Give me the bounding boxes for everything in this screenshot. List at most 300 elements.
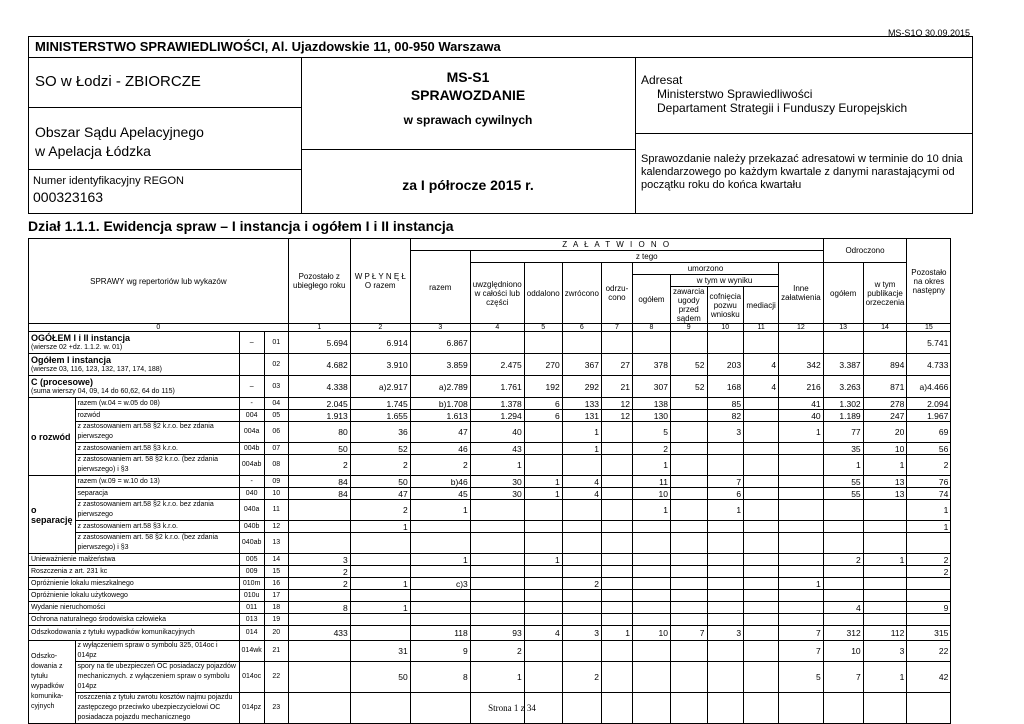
cell-value: [562, 455, 601, 476]
cell-value: [410, 521, 470, 533]
cell-value: [670, 554, 707, 566]
cell-value: 69: [907, 422, 951, 443]
table-row: [29, 578, 951, 590]
row-label: spory na tle ubezpieczeń OC posiadaczy pojazdów mechanicznych. z wyłączeniem spraw o symbolu 014pz: [75, 662, 239, 693]
cell-value: 4.733: [907, 354, 951, 376]
cell-value: [562, 533, 601, 554]
row-number: 22: [264, 662, 288, 693]
col-z-tego: z tego: [470, 251, 823, 263]
cell-value: 3.910: [350, 354, 410, 376]
col-w-tym-w-wyniku: w tym w wyniku: [670, 275, 778, 287]
cell-value: 2.094: [907, 398, 951, 410]
cell-value: 1: [350, 521, 410, 533]
cell-value: [744, 578, 779, 590]
cell-value: [288, 614, 350, 626]
cell-value: [632, 602, 670, 614]
appeal-area: Obszar Sądu Apelacyjnego w Apelacja Łódzka: [35, 124, 204, 159]
cell-value: [524, 662, 562, 693]
cell-value: [410, 602, 470, 614]
cell-value: [863, 500, 907, 521]
table-row: [29, 376, 951, 398]
col-uwzgl: uwzględniono w całości lub części: [470, 263, 524, 324]
cell-value: 2: [907, 554, 951, 566]
cell-value: 1: [823, 455, 863, 476]
cell-value: 270: [524, 354, 562, 376]
cell-value: [744, 476, 779, 488]
row-code: 013: [239, 614, 264, 626]
report-header: [28, 36, 973, 214]
row-label: Unieważnienie małżeństwa: [29, 554, 240, 566]
cell-value: [670, 488, 707, 500]
cell-value: [524, 332, 562, 354]
cell-value: 133: [562, 398, 601, 410]
cell-value: [823, 332, 863, 354]
court-name: SO w Łodzi - ZBIORCZE: [35, 73, 201, 90]
cell-value: [670, 662, 707, 693]
cell-value: [907, 578, 951, 590]
cell-value: 894: [863, 354, 907, 376]
cell-value: 2: [632, 443, 670, 455]
index-row: 0 1 2 3 4 5 6 7 8 9 10 11 12 13 14 15: [29, 324, 951, 332]
cell-value: 4: [562, 476, 601, 488]
cell-value: [524, 533, 562, 554]
cell-value: 41: [779, 398, 824, 410]
cell-value: 1: [562, 443, 601, 455]
row-code: 009: [239, 566, 264, 578]
cell-value: 1.189: [823, 410, 863, 422]
cell-value: 7: [823, 662, 863, 693]
cell-value: 3: [707, 626, 744, 641]
row-number: 07: [264, 443, 288, 455]
cell-value: 7: [779, 626, 824, 641]
cell-value: [601, 662, 632, 693]
cell-value: 367: [562, 354, 601, 376]
cell-value: 3.387: [823, 354, 863, 376]
cell-value: [601, 332, 632, 354]
cell-value: 3: [288, 554, 350, 566]
cell-value: 1.613: [410, 410, 470, 422]
cell-value: [707, 614, 744, 626]
cell-value: [524, 422, 562, 443]
row-number: 04: [264, 398, 288, 410]
cell-value: 1: [470, 662, 524, 693]
cell-value: 1.378: [470, 398, 524, 410]
cell-value: a)2.789: [410, 376, 470, 398]
cell-value: [670, 578, 707, 590]
report-title: SPRAWOZDANIE: [410, 87, 526, 103]
cell-value: 5.694: [288, 332, 350, 354]
row-number: 18: [264, 602, 288, 614]
cell-value: [524, 590, 562, 602]
cell-value: [707, 332, 744, 354]
cell-value: 168: [707, 376, 744, 398]
cell-value: [632, 614, 670, 626]
cell-value: [863, 590, 907, 602]
row-number: 10: [264, 488, 288, 500]
cell-value: 10: [632, 488, 670, 500]
cell-value: b)46: [410, 476, 470, 488]
cell-value: 31: [350, 641, 410, 662]
table-row: [29, 476, 951, 488]
cell-value: [744, 521, 779, 533]
cell-value: [707, 641, 744, 662]
cell-value: [562, 554, 601, 566]
cell-value: 82: [707, 410, 744, 422]
cell-value: [707, 566, 744, 578]
cell-value: [744, 554, 779, 566]
cell-value: [470, 614, 524, 626]
table-row: [29, 533, 951, 554]
cell-value: [744, 332, 779, 354]
row-number: 11: [264, 500, 288, 521]
cell-value: 307: [632, 376, 670, 398]
cell-value: [524, 443, 562, 455]
row-code: 040a: [239, 500, 264, 521]
cell-value: [823, 578, 863, 590]
cell-value: [632, 554, 670, 566]
cell-value: 3: [562, 626, 601, 641]
cell-value: 3: [863, 641, 907, 662]
cell-value: 74: [907, 488, 951, 500]
col-odrzucono: odrzu-cono: [601, 263, 632, 324]
cell-value: 85: [707, 398, 744, 410]
cell-value: 1.761: [470, 376, 524, 398]
cell-value: 2: [562, 578, 601, 590]
cell-value: 46: [410, 443, 470, 455]
cell-value: [632, 533, 670, 554]
cell-value: [632, 590, 670, 602]
cell-value: 315: [907, 626, 951, 641]
cell-value: [779, 443, 824, 455]
cell-value: [562, 641, 601, 662]
cell-value: 192: [524, 376, 562, 398]
cell-value: 203: [707, 354, 744, 376]
row-label: z zastosowaniem art.58 §3 k.r.o.: [75, 443, 239, 455]
cell-value: 52: [670, 376, 707, 398]
cell-value: 4: [744, 376, 779, 398]
cell-value: [670, 422, 707, 443]
cell-value: [907, 533, 951, 554]
cell-value: 13: [863, 476, 907, 488]
cell-value: 40: [779, 410, 824, 422]
cell-value: [410, 566, 470, 578]
cell-value: [632, 566, 670, 578]
row-number: 01: [264, 332, 288, 354]
cell-value: [707, 554, 744, 566]
cell-value: [470, 500, 524, 521]
cell-value: [524, 602, 562, 614]
cell-value: 47: [350, 488, 410, 500]
cell-value: 1: [562, 422, 601, 443]
cell-value: 1: [350, 578, 410, 590]
cell-value: 84: [288, 488, 350, 500]
cell-value: 10: [632, 626, 670, 641]
cell-value: 2: [410, 455, 470, 476]
cell-value: [470, 566, 524, 578]
cell-value: 3.859: [410, 354, 470, 376]
cell-value: 378: [632, 354, 670, 376]
cell-value: 216: [779, 376, 824, 398]
cell-value: [863, 566, 907, 578]
col-cofniecia: cofnięcia pozwu wniosku: [707, 287, 744, 324]
cell-value: 6: [707, 488, 744, 500]
row-label: razem (w.04 = w.05 do 08): [75, 398, 239, 410]
cell-value: 9: [907, 602, 951, 614]
cell-value: [863, 578, 907, 590]
cell-value: 6: [524, 398, 562, 410]
cell-value: 1.294: [470, 410, 524, 422]
cell-value: 8: [288, 602, 350, 614]
cell-value: 3: [707, 422, 744, 443]
table-row: [29, 488, 951, 500]
cell-value: [601, 566, 632, 578]
cell-value: 1: [863, 554, 907, 566]
cell-value: [562, 521, 601, 533]
cell-value: 131: [562, 410, 601, 422]
cell-value: 52: [670, 354, 707, 376]
cell-value: [288, 662, 350, 693]
cell-value: 55: [823, 488, 863, 500]
table-row: [29, 332, 951, 354]
table-row: [29, 521, 951, 533]
cell-value: [823, 500, 863, 521]
cell-value: [823, 521, 863, 533]
cell-value: 11: [632, 476, 670, 488]
regon-label: Numer identyfikacyjny REGON: [33, 175, 184, 187]
cell-value: 2: [350, 455, 410, 476]
cell-value: 45: [410, 488, 470, 500]
cell-value: [670, 455, 707, 476]
cell-value: 1: [632, 500, 670, 521]
cell-value: 2: [350, 500, 410, 521]
cell-value: [670, 410, 707, 422]
cell-value: [350, 533, 410, 554]
cell-value: 4: [562, 488, 601, 500]
cell-value: 43: [470, 443, 524, 455]
report-period: za I półrocze 2015 r.: [402, 177, 534, 193]
cell-value: 1: [410, 554, 470, 566]
cell-value: 35: [823, 443, 863, 455]
table-row: [29, 500, 951, 521]
row-number: 14: [264, 554, 288, 566]
col-pozostalo-nast: Pozostało na okres następny: [907, 239, 951, 324]
cell-value: [744, 590, 779, 602]
cell-value: 2: [288, 455, 350, 476]
cell-value: [779, 554, 824, 566]
cell-value: [707, 602, 744, 614]
cell-value: 4: [744, 354, 779, 376]
col-inne: Inne załatwienia: [779, 263, 824, 324]
cell-value: [823, 566, 863, 578]
row-label: z zastosowaniem art. 58 §2 k.r.o. (bez zdania pierwszego) i §3: [75, 533, 239, 554]
row-label: separacja: [75, 488, 239, 500]
cell-value: 2: [288, 578, 350, 590]
cell-value: [288, 590, 350, 602]
cell-value: [410, 533, 470, 554]
cell-value: 2: [470, 641, 524, 662]
row-code: 040b: [239, 521, 264, 533]
col-oddalono: oddalono: [524, 263, 562, 324]
table-row: [29, 566, 951, 578]
cell-value: 8: [410, 662, 470, 693]
row-number: 05: [264, 410, 288, 422]
row-code: 014wk: [239, 641, 264, 662]
row-number: 23: [264, 693, 288, 724]
cell-value: 20: [863, 422, 907, 443]
cell-value: [707, 455, 744, 476]
cell-value: [744, 398, 779, 410]
cell-value: 7: [670, 626, 707, 641]
report-code: MS-S1: [446, 69, 490, 85]
row-code: 010m: [239, 578, 264, 590]
cell-value: 2: [288, 566, 350, 578]
table-row: [29, 641, 951, 662]
cell-value: 9: [410, 641, 470, 662]
row-number: 21: [264, 641, 288, 662]
cell-value: [779, 476, 824, 488]
cell-value: 1: [779, 422, 824, 443]
cell-value: [670, 533, 707, 554]
cell-value: 77: [823, 422, 863, 443]
row-code: 014oc: [239, 662, 264, 693]
cell-value: [670, 398, 707, 410]
cell-value: [823, 590, 863, 602]
cell-value: 118: [410, 626, 470, 641]
cell-value: 1.745: [350, 398, 410, 410]
cell-value: [562, 590, 601, 602]
cell-value: 27: [601, 354, 632, 376]
col-umorz-ogolem: ogółem: [632, 275, 670, 324]
cell-value: [863, 602, 907, 614]
cell-value: [823, 614, 863, 626]
ministry-line: MINISTERSTWO SPRAWIEDLIWOŚCI, Al. Ujazdowskie 11, 00-950 Warszawa: [35, 39, 501, 54]
cell-value: [470, 578, 524, 590]
cell-value: [288, 500, 350, 521]
cell-value: [632, 578, 670, 590]
cell-value: 2: [562, 662, 601, 693]
cell-value: [907, 614, 951, 626]
cell-value: 130: [632, 410, 670, 422]
table-row: [29, 443, 951, 455]
row-number: 12: [264, 521, 288, 533]
cell-value: 6: [524, 410, 562, 422]
row-code: 004ab: [239, 455, 264, 476]
cell-value: 312: [823, 626, 863, 641]
cell-value: [670, 476, 707, 488]
cell-value: 5: [779, 662, 824, 693]
cell-value: [632, 662, 670, 693]
cell-value: [744, 602, 779, 614]
cell-value: [288, 641, 350, 662]
cell-value: [779, 566, 824, 578]
row-code: -: [239, 476, 264, 488]
cell-value: [601, 488, 632, 500]
cell-value: 1: [350, 602, 410, 614]
row-number: 09: [264, 476, 288, 488]
col-zwrocono: zwrócono: [562, 263, 601, 324]
row-code: 040ab: [239, 533, 264, 554]
cell-value: 13: [863, 488, 907, 500]
col-pozostalo: Pozostało z ubiegłego roku: [288, 239, 350, 324]
row-code: –: [239, 376, 264, 398]
cell-value: 76: [907, 476, 951, 488]
cell-value: 21: [601, 376, 632, 398]
table-row: [29, 410, 951, 422]
cell-value: 40: [470, 422, 524, 443]
row-number: 03: [264, 376, 288, 398]
regon-number: 000323163: [33, 189, 104, 205]
col-zawarcia: zawarcia ugody przed sądem: [670, 287, 707, 324]
cell-value: [863, 533, 907, 554]
table-row: [29, 626, 951, 641]
cell-value: 50: [350, 476, 410, 488]
cell-value: 10: [863, 443, 907, 455]
cell-value: 4: [823, 602, 863, 614]
row-code: 010u: [239, 590, 264, 602]
cell-value: [601, 554, 632, 566]
cell-value: [524, 455, 562, 476]
cell-value: [907, 590, 951, 602]
cell-value: [744, 455, 779, 476]
row-label: rozwód: [75, 410, 239, 422]
col-odroczono: Odroczono: [823, 239, 907, 263]
table-row: [29, 398, 951, 410]
col-mediacji: mediacji: [744, 287, 779, 324]
row-label: Ogółem I instancja (wiersze 03, 116, 123, 132, 137, 174, 188): [29, 354, 240, 376]
cell-value: [744, 500, 779, 521]
col-sprawy: SPRAWY wg repertoriów lub wykazów: [29, 239, 289, 324]
cell-value: [707, 578, 744, 590]
cell-value: [823, 533, 863, 554]
cell-value: 42: [907, 662, 951, 693]
cell-value: 1: [470, 455, 524, 476]
cell-value: 1: [410, 500, 470, 521]
row-code: 004b: [239, 443, 264, 455]
cell-value: [744, 422, 779, 443]
cell-value: [601, 500, 632, 521]
cell-value: [707, 590, 744, 602]
cell-value: [288, 533, 350, 554]
cell-value: [524, 566, 562, 578]
cell-value: a)2.917: [350, 376, 410, 398]
cell-value: [601, 614, 632, 626]
cell-value: [707, 533, 744, 554]
cell-value: 30: [470, 488, 524, 500]
row-number: 17: [264, 590, 288, 602]
cell-value: c)3: [410, 578, 470, 590]
cell-value: 1.302: [823, 398, 863, 410]
cell-value: 1: [632, 455, 670, 476]
cell-value: [601, 533, 632, 554]
cell-value: [288, 521, 350, 533]
cell-value: [350, 566, 410, 578]
cell-value: [744, 410, 779, 422]
row-label: z zastosowaniem art.58 §2 k.r.o. bez zdania pierwszego: [75, 500, 239, 521]
cell-value: 2: [907, 566, 951, 578]
row-label: z zastosowaniem art.58 §2 k.r.o. bez zdania pierwszego: [75, 422, 239, 443]
cell-value: [524, 641, 562, 662]
cell-value: 1.967: [907, 410, 951, 422]
cell-value: 138: [632, 398, 670, 410]
cell-value: [562, 566, 601, 578]
cell-value: [779, 602, 824, 614]
cell-value: [863, 614, 907, 626]
cell-value: 6.867: [410, 332, 470, 354]
cell-value: 1: [707, 500, 744, 521]
table-row: [29, 554, 951, 566]
cell-value: 1: [601, 626, 632, 641]
row-code: 011: [239, 602, 264, 614]
